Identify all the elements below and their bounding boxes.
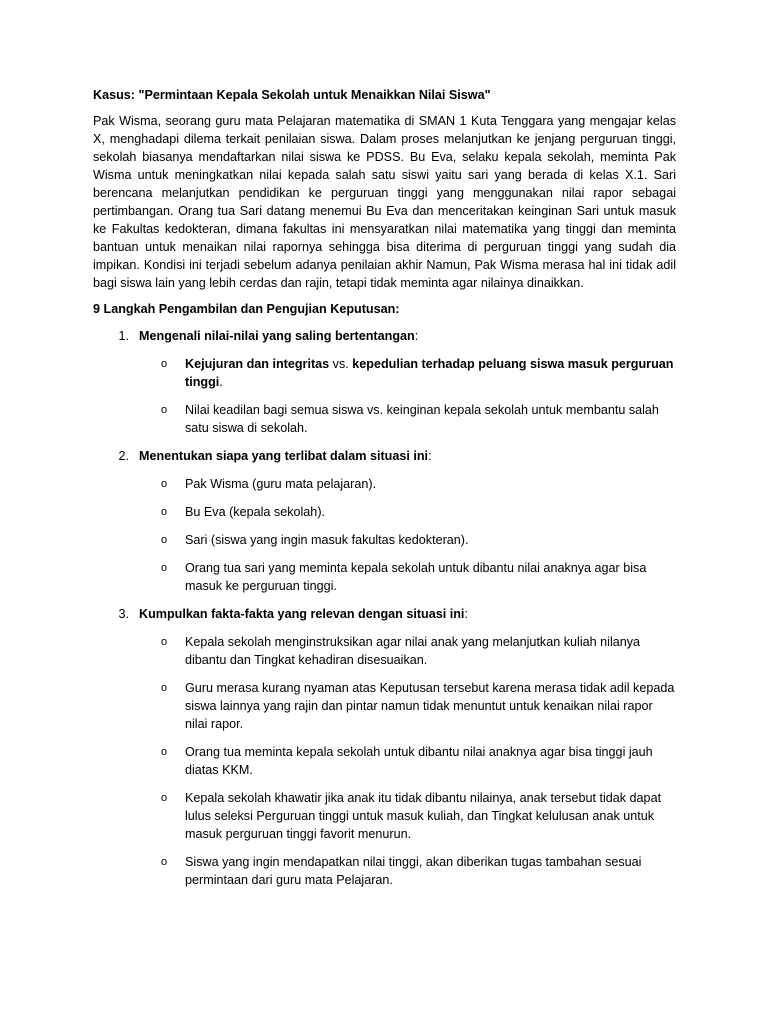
bullet-icon: o (161, 562, 168, 574)
step-label: Kumpulkan fakta-fakta yang relevan dengan situasi ini: (139, 607, 468, 621)
step-number: 2. (118, 449, 129, 463)
step-label: Menentukan siapa yang terlibat dalam situasi ini: (139, 449, 432, 463)
bullet-icon: o (161, 682, 168, 694)
sub-item: o Kepala sekolah menginstruksikan agar nilai anak yang melanjutkan kuliah nilanya dibantu dan Tingkat kehadiran disesuaikan. (93, 633, 676, 669)
sub-item: o Orang tua meminta kepala sekolah untuk dibantu nilai anaknya agar bisa tinggi jauh diatas KKM. (93, 743, 676, 779)
steps-list (93, 327, 676, 889)
case-intro-paragraph: Pak Wisma, seorang guru mata Pelajaran matematika di SMAN 1 Kuta Tenggara yang mengajar kelas X, menghadapi dilema terkait penilaian siswa. Dalam proses melanjutkan ke jenjang perguruan tinggi, sekolah biasanya mendaftarkan nilai siswa ke PDSS. Bu Eva, selaku kepala sekolah, meminta Pak Wisma untuk meningkatkan nilai kepada salah satu siswi yaitu sari yang berada di kelas X.1. Sari berencana melanjutkan pendidikan ke perguruan tinggi yang menggunakan nilai rapor sebagai pertimbangan. Orang tua Sari datang menemui Bu Eva dan menceritakan keinginan Sari untuk masuk ke Fakultas kedokteran, dimana fakultas ini mensyaratkan nilai matematika yang tinggi dan meminta bantuan untuk menaikan nilai rapornya sehingga bisa diterima di perguruan tinggi yang sudah dia impikan. Kondisi ini terjadi sebelum adanya penilaian akhir Namun, Pak Wisma merasa hal ini tidak adil bagi siswa lain yang lebih cerdas dan rajin, tetapi tidak meminta agar nilainya dinaikkan. (93, 114, 676, 290)
bullet-icon: o (161, 636, 168, 648)
sub-item: o Bu Eva (kepala sekolah). (93, 503, 676, 521)
sub-item: o Guru merasa kurang nyaman atas Keputusan tersebut karena merasa tidak adil kepada siswa lainnya yang rajin dan pintar namun tidak menuntut untuk kenaikan nilai rapor nilai rapor. (93, 679, 676, 733)
sub-item: o Orang tua sari yang meminta kepala sekolah untuk dibantu nilai anaknya agar bisa masuk ke perguruan tinggi. (93, 559, 676, 595)
sub-list (93, 475, 676, 595)
sub-item: o Pak Wisma (guru mata pelajaran). (93, 475, 676, 493)
step-number: 3. (118, 607, 129, 621)
bullet-icon: o (161, 792, 168, 804)
step-item (93, 327, 676, 437)
steps-heading: 9 Langkah Pengambilan dan Pengujian Keputusan: (93, 302, 400, 316)
case-title: Kasus: "Permintaan Kepala Sekolah untuk Menaikkan Nilai Siswa" (93, 88, 491, 102)
bullet-icon: o (161, 506, 168, 518)
step-item (93, 447, 676, 595)
bullet-icon: o (161, 358, 168, 370)
sub-item: o Siswa yang ingin mendapatkan nilai tinggi, akan diberikan tugas tambahan sesuai permintaan dari guru mata Pelajaran. (93, 853, 676, 889)
bullet-icon: o (161, 478, 168, 490)
sub-list (93, 633, 676, 889)
step-item (93, 605, 676, 889)
sub-item: o Nilai keadilan bagi semua siswa vs. keinginan kepala sekolah untuk membantu salah satu siswa di sekolah. (93, 401, 676, 437)
step-number: 1. (118, 329, 129, 343)
sub-item: o Kejujuran dan integritas vs. kepedulian terhadap peluang siswa masuk perguruan tinggi. (93, 355, 676, 391)
sub-item: o Kepala sekolah khawatir jika anak itu tidak dibantu nilainya, anak tersebut tidak dapat lulus seleksi Perguruan tinggi untuk masuk kuliah, dan Tingkat kelulusan anak untuk masuk perguruan tinggi favorit menurun. (93, 789, 676, 843)
sub-item: o Sari (siswa yang ingin masuk fakultas kedokteran). (93, 531, 676, 549)
sub-list (93, 355, 676, 437)
bullet-icon: o (161, 534, 168, 546)
step-label: Mengenali nilai-nilai yang saling bertentangan: (139, 329, 419, 343)
bullet-icon: o (161, 404, 168, 416)
bullet-icon: o (161, 746, 168, 758)
bullet-icon: o (161, 856, 168, 868)
